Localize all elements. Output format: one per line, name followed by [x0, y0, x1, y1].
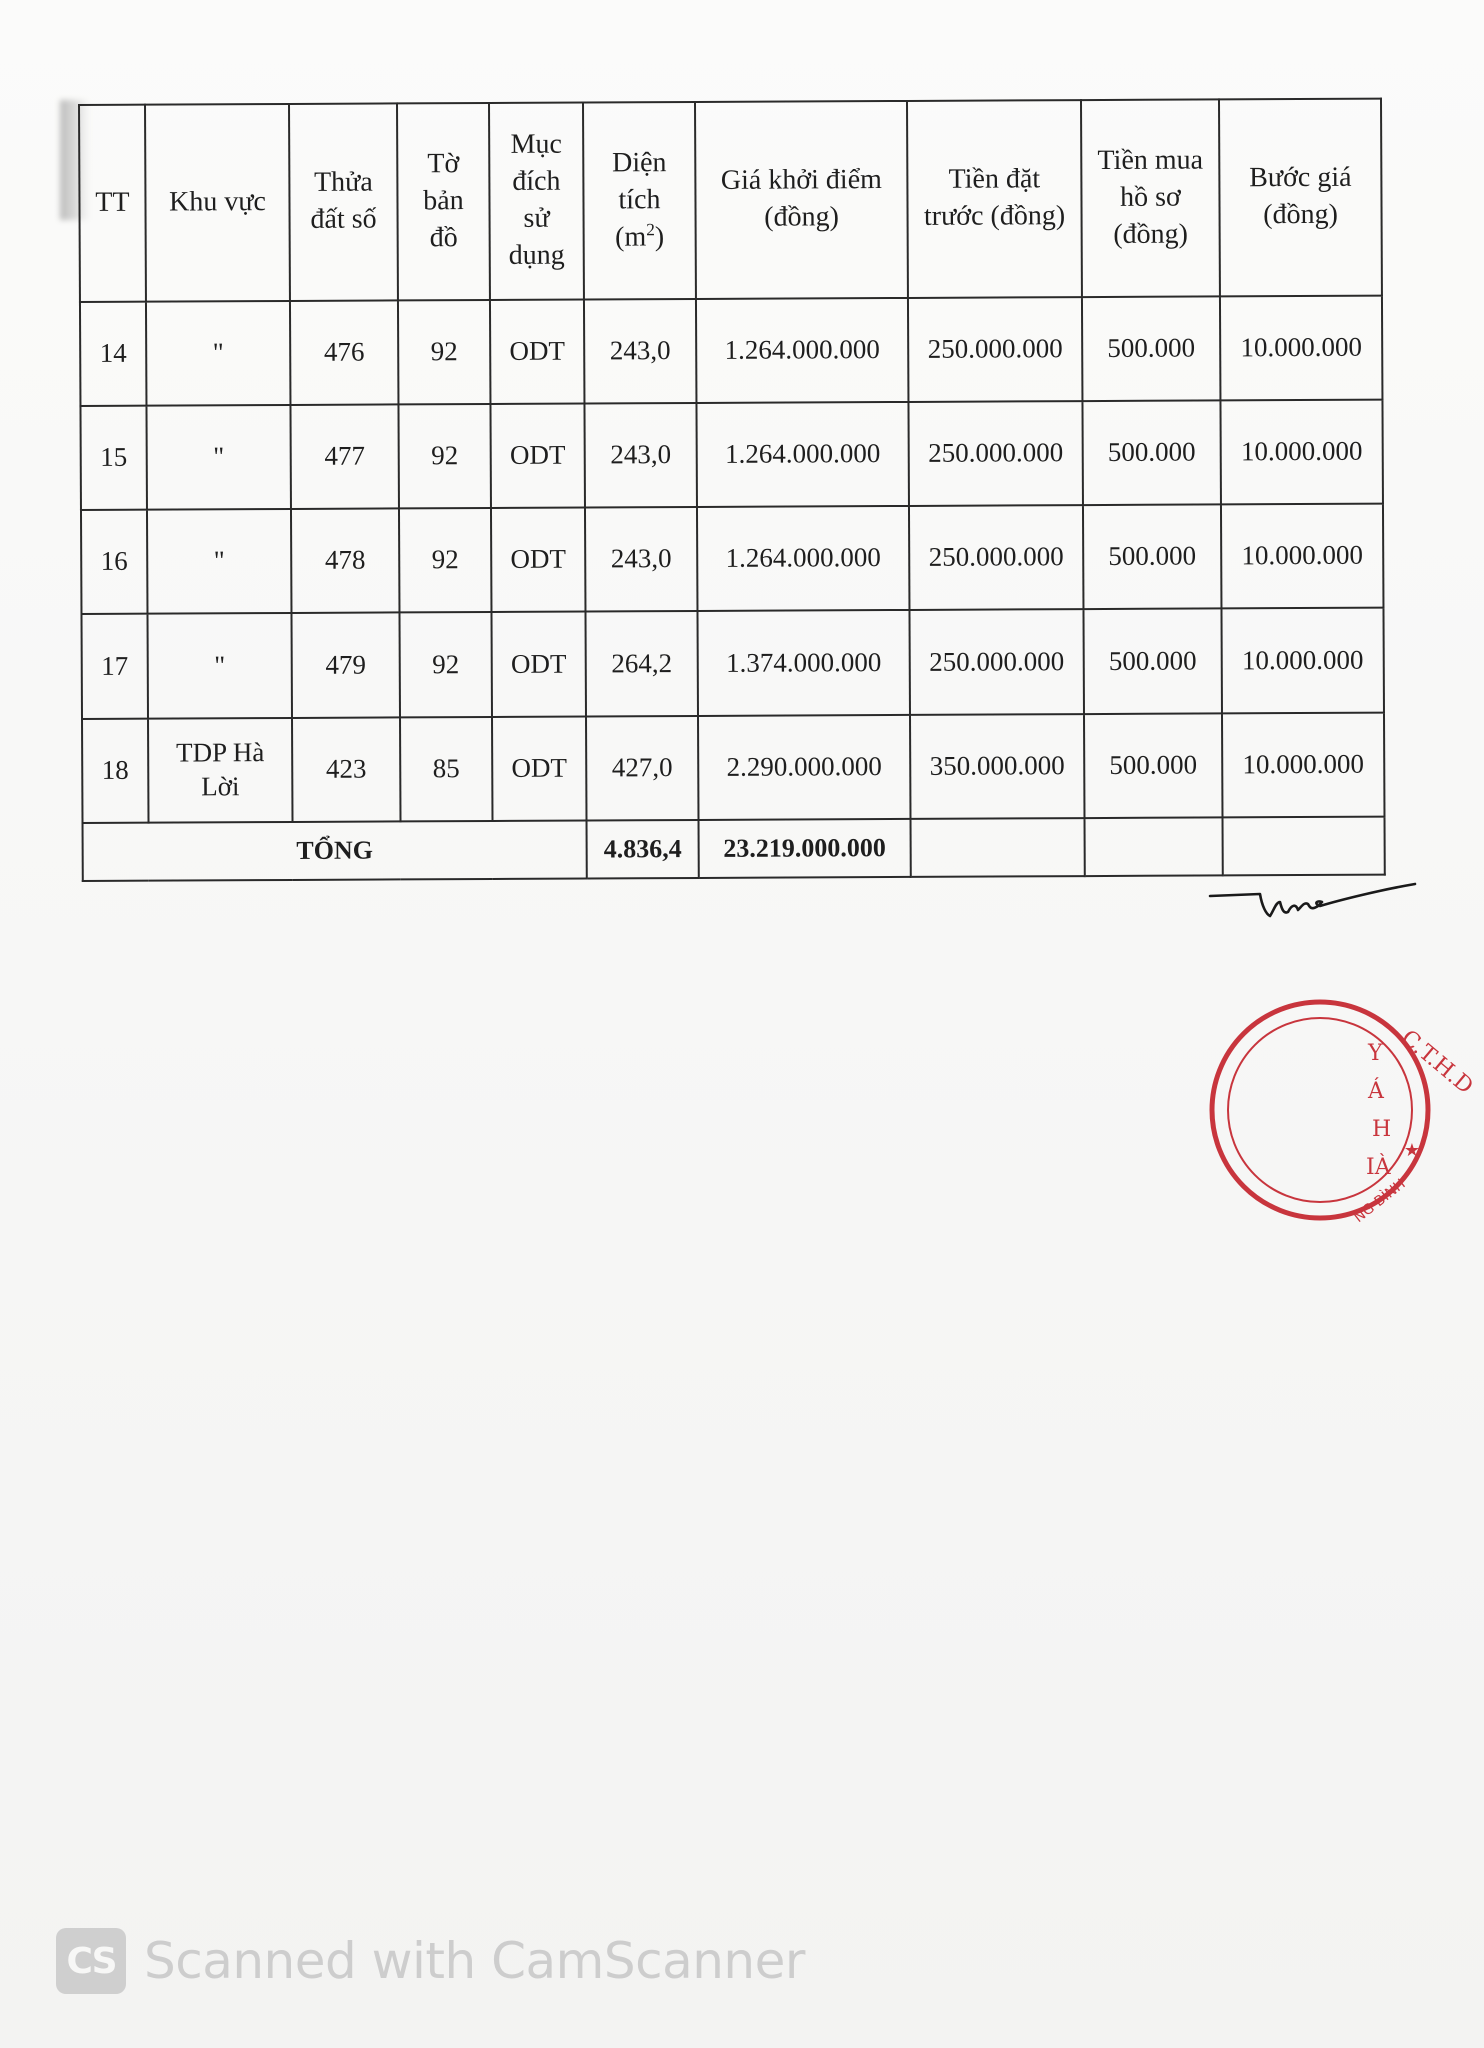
cell-dien-tich: 264,2	[585, 611, 698, 716]
cell-buoc-gia: 10.000.000	[1221, 504, 1384, 609]
cell-khu-vuc: "	[146, 300, 291, 405]
cell-thua: 478	[291, 508, 400, 613]
cell-buoc-gia: 10.000.000	[1221, 608, 1384, 713]
svg-text:Y: Y	[1368, 1041, 1383, 1066]
cell-buoc-gia: 10.000.000	[1220, 295, 1383, 400]
cell-dat-truoc: 250.000.000	[908, 297, 1083, 402]
header-to-ban-do: Tờ bản đồ	[397, 103, 490, 300]
red-seal-stamp	[1280, 990, 1478, 1240]
cell-ho-so: 500.000	[1084, 713, 1223, 818]
total-empty-cell	[911, 818, 1085, 877]
cell-ho-so: 500.000	[1083, 504, 1222, 609]
table-row	[80, 295, 1382, 406]
cell-to: 92	[398, 404, 491, 509]
signature-mark	[1200, 870, 1420, 930]
table-row	[81, 608, 1383, 719]
cell-to: 92	[398, 299, 491, 404]
header-dien-tich: Diện tích $(m^2)$	[583, 102, 696, 299]
svg-text:IÀ: IÀ	[1366, 1155, 1391, 1180]
header-tien-dat-truoc: Tiền đặt trước (đồng)	[907, 100, 1082, 297]
table-row	[81, 504, 1383, 615]
cell-buoc-gia: 10.000.000	[1222, 712, 1385, 817]
cell-thua: 479	[291, 613, 400, 718]
cell-dat-truoc: 250.000.000	[909, 609, 1084, 714]
svg-text:NG BÌNH: NG BÌNH	[1351, 1176, 1409, 1226]
cell-buoc-gia: 10.000.000	[1220, 399, 1383, 504]
svg-text:H: H	[1372, 1117, 1392, 1142]
cell-to: 92	[399, 612, 492, 717]
cell-khu-vuc: "	[147, 613, 292, 718]
header-tien-mua-ho-so: Tiền mua hồ sơ (đồng)	[1081, 99, 1220, 296]
svg-text:Á: Á	[1368, 1079, 1384, 1104]
cell-to: 92	[399, 508, 492, 613]
cell-dat-truoc: 250.000.000	[908, 401, 1083, 506]
cell-thua: 423	[292, 717, 401, 822]
cell-dien-tich: 243,0	[584, 298, 697, 403]
cell-thua: 477	[290, 404, 399, 509]
svg-text:★: ★	[1403, 1140, 1421, 1161]
cell-gia: 1.264.000.000	[696, 402, 909, 507]
svg-text:C.T.H.D: C.T.H.D	[1396, 1025, 1478, 1100]
cell-ho-so: 500.000	[1082, 296, 1221, 401]
cell-tt: 16	[81, 510, 148, 615]
cell-khu-vuc: "	[147, 509, 292, 614]
camscanner-watermark	[56, 1926, 805, 1996]
cell-dat-truoc: 350.000.000	[910, 714, 1085, 819]
total-empty-cell	[1222, 816, 1384, 875]
table-row	[82, 712, 1384, 823]
table-row	[80, 399, 1382, 510]
total-dien-tich: 4.836,4	[587, 820, 699, 879]
cell-muc-dich: ODT	[491, 612, 586, 717]
header-khu-vuc: Khu vực	[145, 104, 290, 301]
cell-tt: 18	[82, 718, 149, 823]
cell-gia: 1.264.000.000	[697, 506, 910, 611]
header-tt: TT	[79, 105, 146, 302]
cell-muc-dich: ODT	[490, 299, 585, 404]
cell-dat-truoc: 250.000.000	[909, 505, 1084, 610]
cell-gia: 2.290.000.000	[698, 715, 911, 820]
header-muc-dich-su-dung: Mục đích sử dụng	[489, 103, 584, 300]
total-gia: 23.219.000.000	[699, 819, 911, 878]
table-header-row	[79, 99, 1382, 302]
cell-gia: 1.374.000.000	[697, 610, 910, 715]
watermark-text: Scanned with CamScanner	[144, 1932, 805, 1990]
cell-thua: 476	[290, 300, 399, 405]
cell-to: 85	[400, 717, 493, 822]
cell-gia: 1.264.000.000	[696, 297, 909, 402]
cell-dien-tich: 427,0	[586, 716, 699, 821]
cell-tt: 15	[80, 405, 147, 510]
cell-muc-dich: ODT	[490, 403, 585, 508]
header-buoc-gia: Bước giá (đồng)	[1219, 99, 1382, 296]
table-total-row	[83, 816, 1385, 881]
cell-khu-vuc: "	[146, 405, 291, 510]
camscanner-logo-icon: CS	[56, 1928, 126, 1994]
total-label: TỔNG	[83, 820, 587, 881]
cell-dien-tich: 243,0	[584, 403, 697, 508]
cell-muc-dich: ODT	[491, 508, 586, 613]
cell-khu-vuc: TDP Hà Lời	[148, 718, 293, 823]
cell-tt: 17	[81, 614, 148, 719]
cell-ho-so: 500.000	[1083, 609, 1222, 714]
header-gia-khoi-diem: Giá khởi điểm (đồng)	[695, 101, 908, 299]
header-thua-dat-so: Thửa đất số	[289, 103, 398, 300]
cell-tt: 14	[80, 301, 147, 406]
cell-dien-tich: 243,0	[585, 507, 698, 612]
cell-ho-so: 500.000	[1082, 400, 1221, 505]
auction-land-table	[78, 98, 1386, 882]
total-empty-cell	[1085, 817, 1223, 876]
cell-muc-dich: ODT	[492, 716, 587, 821]
